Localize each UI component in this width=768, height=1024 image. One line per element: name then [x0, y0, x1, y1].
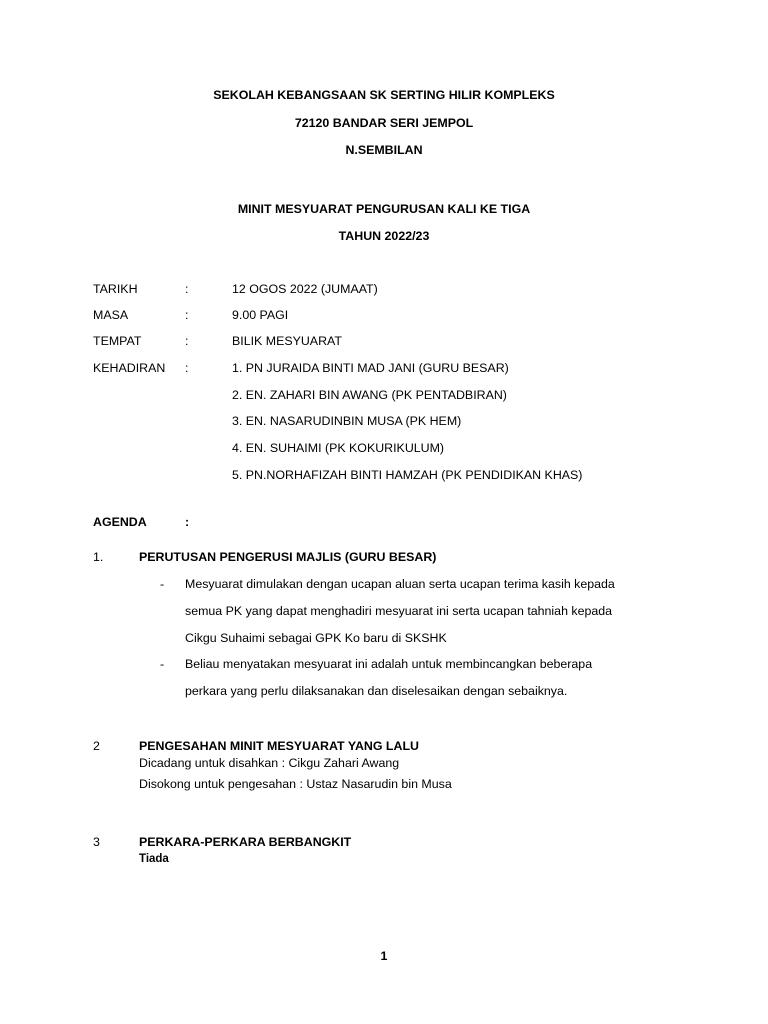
document-title: MINIT MESYUARAT PENGURUSAN KALI KE TIGA — [237, 202, 531, 216]
place-label: TEMPAT — [93, 334, 142, 348]
place-colon: : — [185, 334, 189, 348]
date-colon: : — [185, 282, 189, 296]
attendee-item: 5. PN.NORHAFIZAH BINTI HAMZAH (PK PENDIDIKAN KHAS) — [232, 468, 583, 482]
date-value: 12 OGOS 2022 (JUMAAT) — [232, 282, 378, 296]
agenda-line: Tiada — [139, 853, 169, 865]
page-number: 1 — [380, 949, 388, 963]
agenda-line: Dicadang untuk disahkan : Cikgu Zahari Awang — [139, 756, 400, 770]
attendee-item: 3. EN. NASARUDINBIN MUSA (PK HEM) — [232, 414, 462, 428]
agenda-line: Beliau menyatakan mesyuarat ini adalah untuk membincangkan beberapa — [185, 657, 593, 671]
agenda-number: 1. — [93, 550, 104, 564]
agenda-line: Cikgu Suhaimi sebagai GPK Ko baru di SKSHK — [185, 631, 447, 645]
school-state: N.SEMBILAN — [345, 143, 423, 157]
agenda-number: 3 — [93, 835, 100, 849]
agenda-line: Disokong untuk pengesahan : Ustaz Nasarudin bin Musa — [139, 777, 452, 791]
agenda-title: PENGESAHAN MINIT MESYUARAT YANG LALU — [139, 739, 419, 753]
agenda-line: semua PK yang dapat menghadiri mesyuarat ini serta ucapan tahniah kepada — [185, 604, 613, 618]
agenda-colon: : — [185, 515, 190, 529]
agenda-line: Mesyuarat dimulakan dengan ucapan aluan serta ucapan terima kasih kepada — [185, 577, 615, 591]
document-year: TAHUN 2022/23 — [338, 229, 430, 243]
attendee-item: 1. PN JURAIDA BINTI MAD JANI (GURU BESAR) — [232, 361, 509, 375]
agenda-title: PERKARA-PERKARA BERBANGKIT — [139, 835, 352, 849]
agenda-title: PERUTUSAN PENGERUSI MAJLIS (GURU BESAR) — [139, 550, 437, 564]
attendance-colon: : — [185, 361, 189, 375]
bullet-dash: - — [160, 657, 165, 671]
bullet-dash: - — [160, 577, 165, 591]
date-label: TARIKH — [93, 282, 138, 296]
time-label: MASA — [93, 308, 129, 322]
school-name: SEKOLAH KEBANGSAAN SK SERTING HILIR KOMPLEKS — [213, 88, 555, 102]
school-address: 72120 BANDAR SERI JEMPOL — [294, 116, 474, 130]
attendance-label: KEHADIRAN — [93, 361, 166, 375]
time-value: 9.00 PAGI — [232, 308, 289, 322]
agenda-line: perkara yang perlu dilaksanakan dan diselesaikan dengan sebaiknya. — [185, 684, 568, 698]
attendee-item: 4. EN. SUHAIMI (PK KOKURIKULUM) — [232, 441, 445, 455]
time-colon: : — [185, 308, 189, 322]
agenda-number: 2 — [93, 739, 100, 753]
attendee-item: 2. EN. ZAHARI BIN AWANG (PK PENTADBIRAN) — [232, 388, 507, 402]
place-value: BILIK MESYUARAT — [232, 334, 342, 348]
agenda-label: AGENDA — [93, 515, 147, 529]
